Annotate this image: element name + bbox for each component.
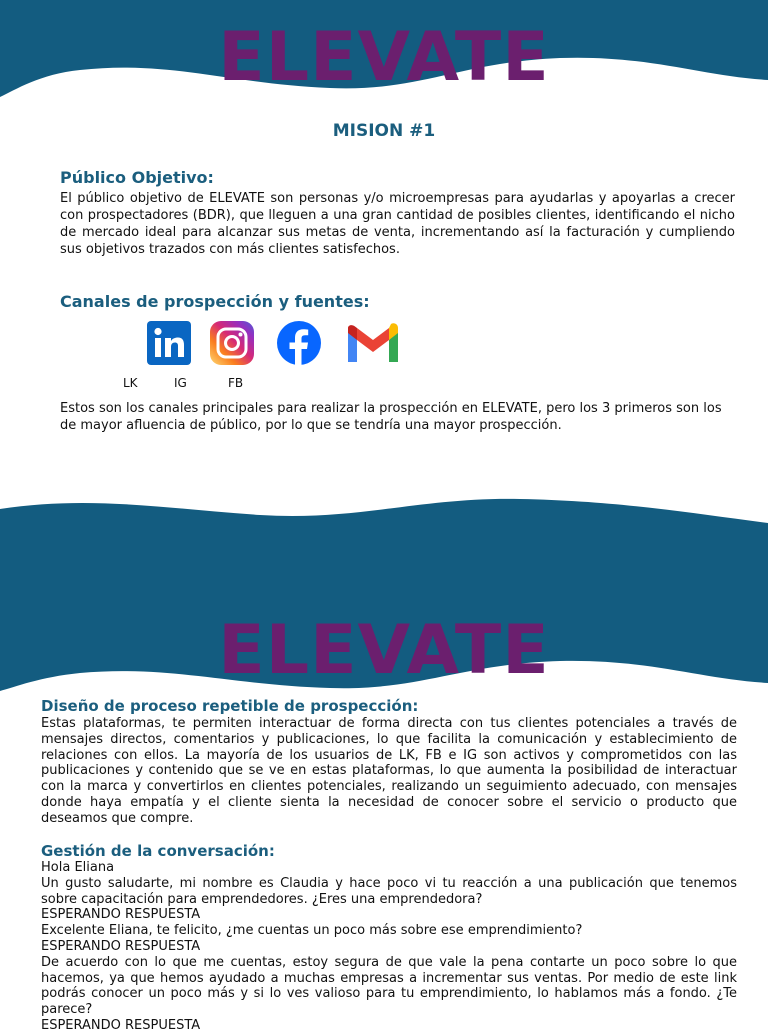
conversation-script [41,860,737,1034]
page-divider-wave [0,495,768,595]
linkedin-icon [146,320,192,366]
conversation-heading: Gestión de la conversación: [41,842,275,860]
channels-paragraph: Estos son los canales principales para realizar la prospección en ELEVATE, pero los 3 primeros son los de mayor afluencia de público, por lo que se tendría una mayor prospección. [60,401,722,433]
channel-label-fb: FB [228,376,244,390]
facebook-icon [276,320,322,366]
process-paragraph: Estas plataformas, te permiten interactuar de forma directa con tus clientes potenciales a través de mensajes directos, comentarios y publicaciones, lo que facilita la comunicación y establecimiento de relaciones con ellos. La mayoría de los usuarios de LK, FB e IG son activos y comprometidos con las publicaciones y contenido que se ve en estas plataformas, lo que aumenta la posibilidad de interactuar con la marca y convertirlos en clientes potenciales, realizando un seguimiento adecuado, con mensajes donde haya empatía y el cliente sienta la necesidad de conocer sobre el servicio o producto que deseamos que compre. [41,716,737,826]
conversation-line: Hola Eliana [41,860,115,875]
instagram-icon [209,320,255,366]
conversation-line: De acuerdo con lo que me cuentas, estoy segura de que vale la pena contarte un poco sobre lo que hacemos, ya que hemos ayudado a muchas empresas a incrementar sus ventas. Por medio de este link podrás conocer un poco más y si lo ves valioso para tu emprendimiento, lo hablamos más a fondo. ¿Te parece? [41,954,737,1018]
conversation-line: ESPERANDO RESPUESTA [41,907,201,923]
conversation-line: Excelente Eliana, te felicito, ¿me cuentas un poco más sobre ese emprendimiento? [41,923,583,939]
channels-heading: Canales de prospección y fuentes: [60,292,370,311]
document-page-2 [0,595,768,1033]
process-heading: Diseño de proceso repetible de prospección: [41,697,419,715]
audience-paragraph: El público objetivo de ELEVATE son personas y/o microempresas para ayudarlas y apoyarlas a crecer con prospectadores (BDR), que lleguen a una gran cantidad de posibles clientes, identificando el nicho de mercado ideal para alcanzar sus metas de venta, incrementando así la facturación y cumpliendo sus objetivos trazados con más clientes satisfechos. [60,191,735,257]
brand-title-2: ELEVATE [218,611,550,690]
brand-title: ELEVATE [218,18,550,97]
channel-label-lk: LK [123,376,138,390]
gmail-icon [344,320,402,366]
conversation-line: ESPERANDO RESPUESTA [41,938,201,954]
mission-title: MISION #1 [332,121,436,141]
conversation-line: Un gusto saludarte, mi nombre es Claudia y hace poco vi tu reacción a una publicación que tenemos sobre capacitación para emprendedores. ¿Eres una emprendedora? [41,875,737,907]
audience-heading: Público Objetivo: [60,168,214,187]
channel-label-ig: IG [174,376,187,390]
conversation-line: ESPERANDO RESPUESTA [41,1017,201,1033]
document-page-1 [0,0,768,495]
